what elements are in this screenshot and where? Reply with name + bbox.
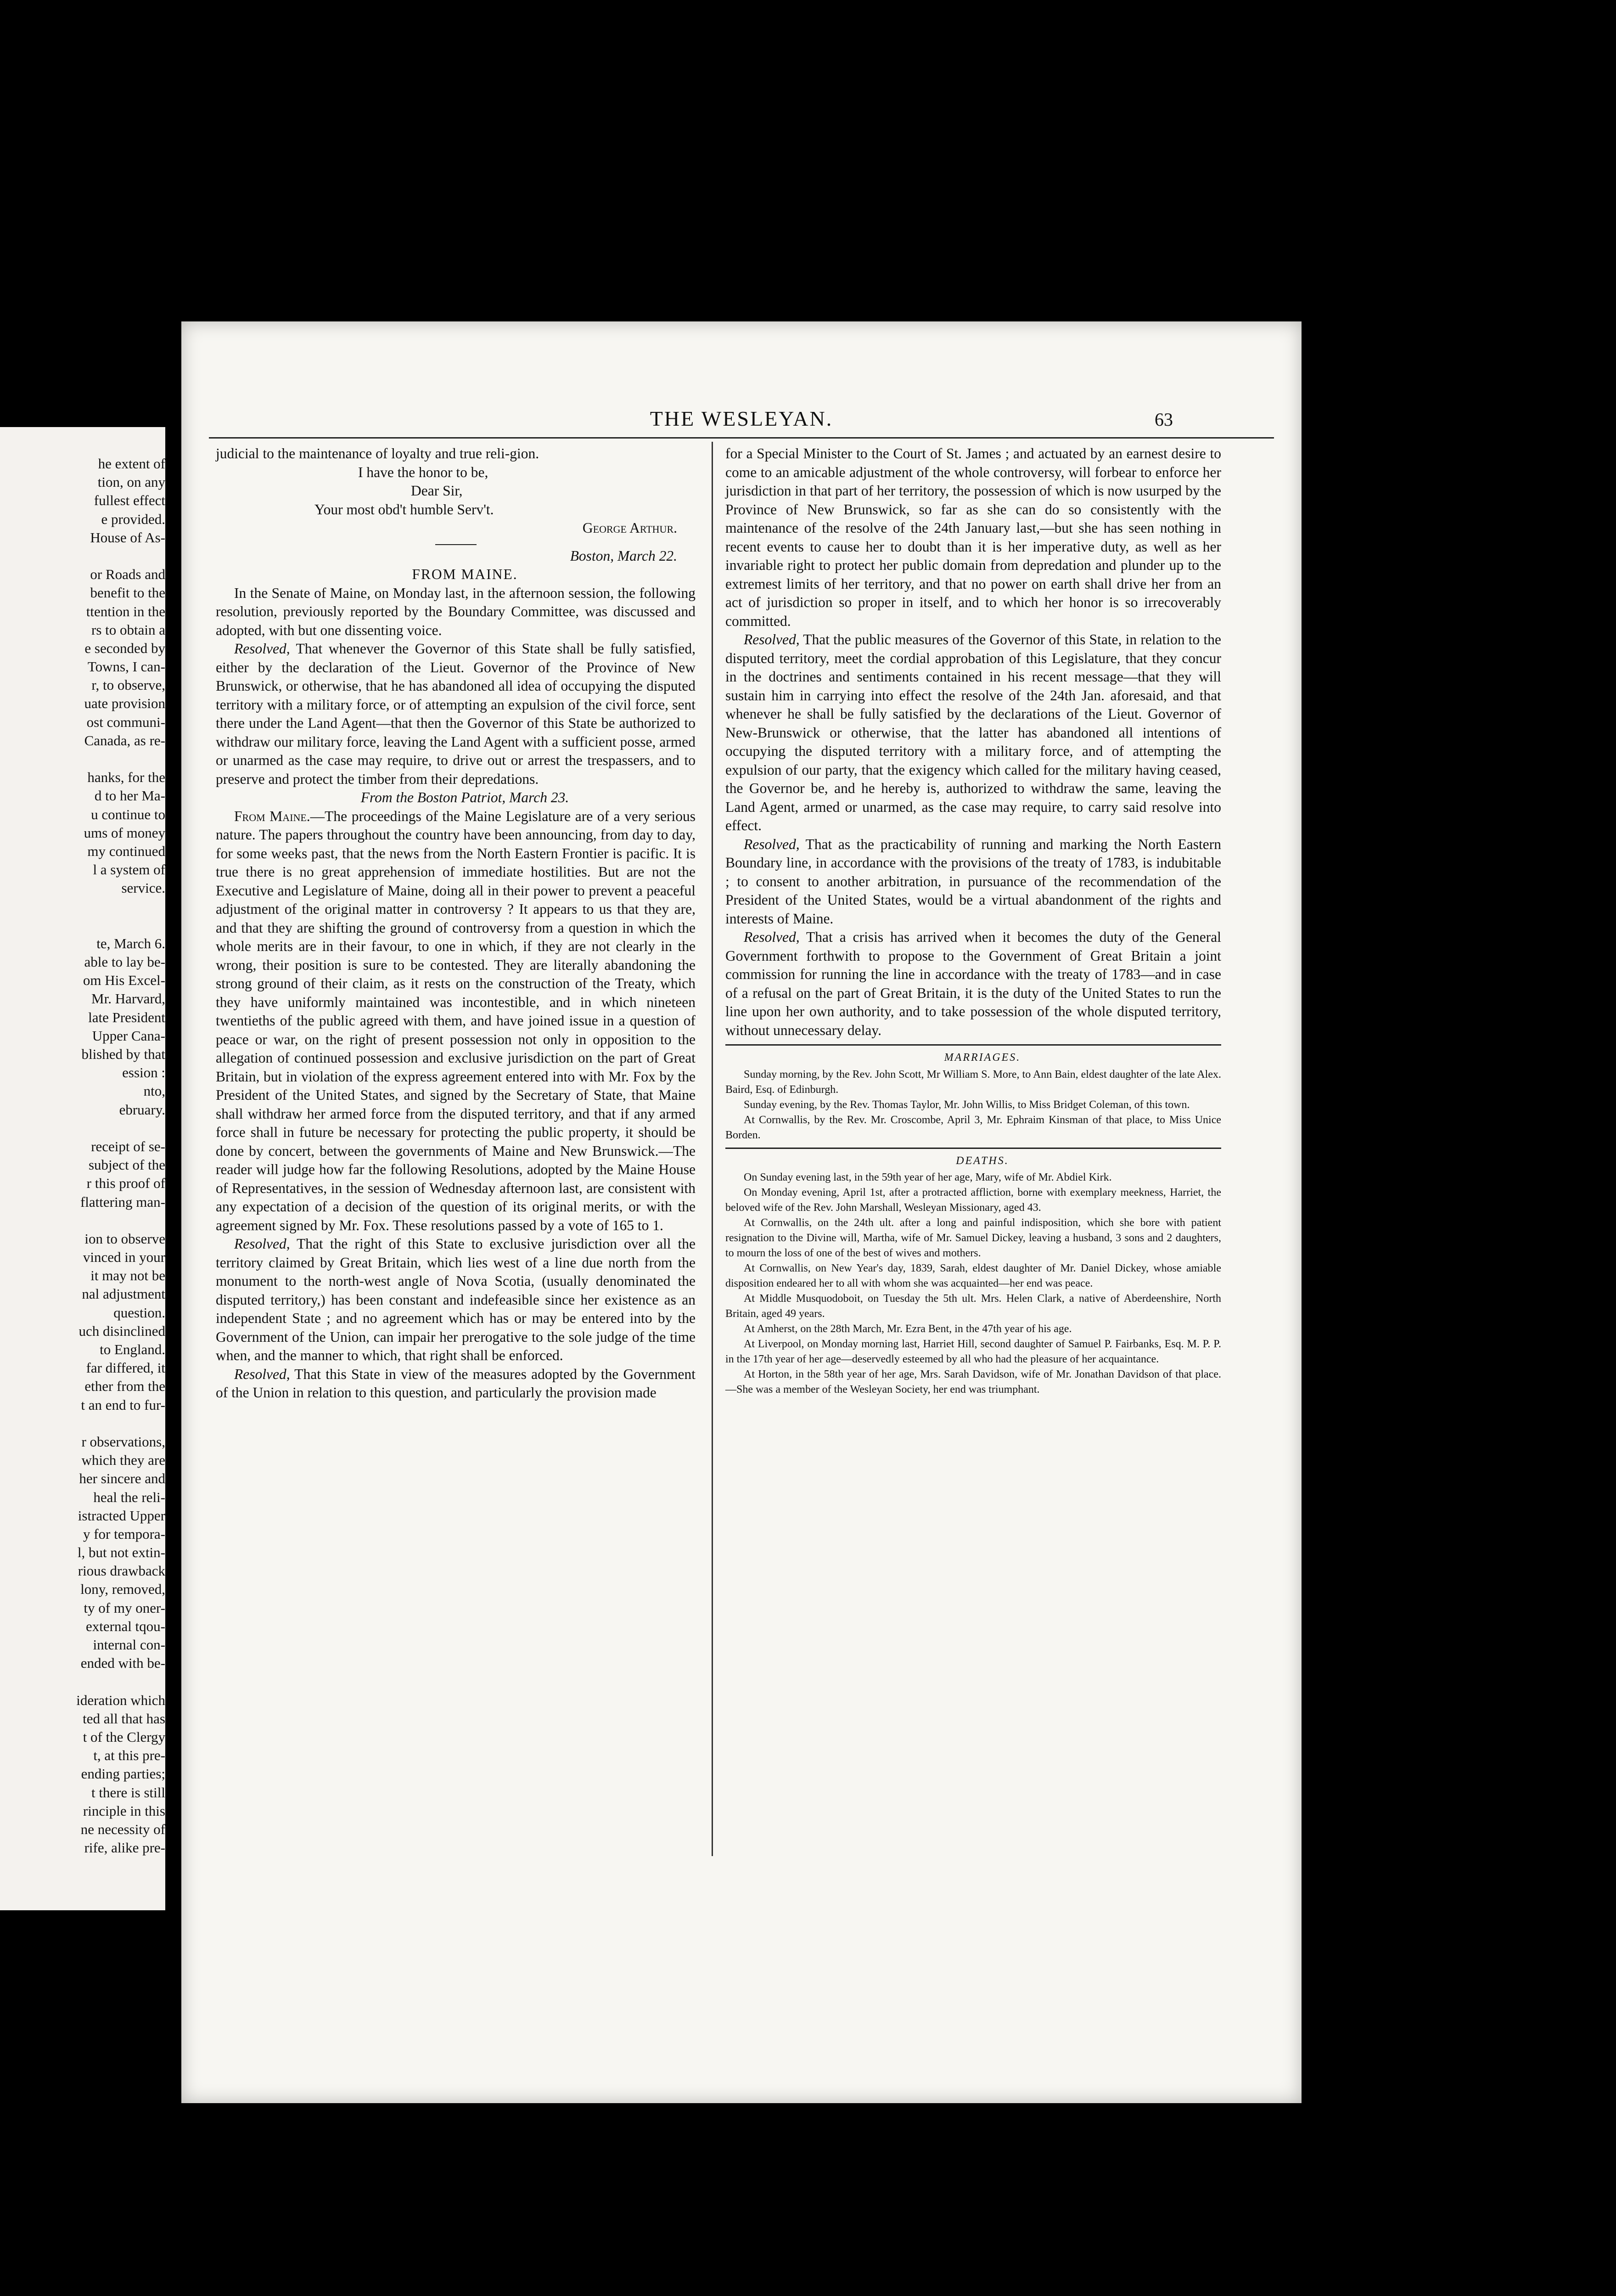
previous-page-line: ending parties; (81, 1766, 165, 1782)
deaths-heading: DEATHS. (956, 1154, 1009, 1167)
column-divider (712, 442, 713, 1856)
source-subhead: From the Boston Patriot, March 23. (360, 789, 569, 805)
signoff-closing: Your most obd't humble Serv't. (314, 501, 494, 518)
article-paragraph: From Maine.—The proceedings of the Maine Legislature are of a very serious nature. The papers throughout the country have been announcing, from day to day, for some weeks past, that the news from the North Eastern Frontier is pacific. It is true there is no great apprehension of immediate hostilities. But are not the Executive and Legislature of Maine, doing all in their power to prevent a peaceful adjustment of the original matter in controversy ? It appears to us that they are, and that they are shifting the ground of controversy from a question in which the whole merits are in their favour, to one in which, if they are not clearly in the wrong, their position is sure to be contested. They are literally abandoning the strong ground of their claim, as it rests on the construction of the Treaty, which they have uniformly maintained was incontestible, and in which nineteen twentieths of the public agreed with them, and have joined issue in a question of peace or war, on the right of present possession not only in opposition to the allegation of continued possession and exclusive jurisdiction on the part of Great Britain, but in violation of the express agreement entered into with Mr. Fox by the President of the United States, and signed by the Secretary of State, that Maine shall withdraw her armed force from the disputed territory, and that if any armed force shall in future be necessary for protecting the public property, it should be done by concert, between the governments of Maine and New Brunswick.—The reader will judge how far the following Resolutions, adopted by the Maine House of Representatives, in the session of Wednesday afternoon last, are consistent with any expectation of a decision of the question of its original merits, or with the agreement signed by Mr. Fox. These resolutions passed by a vote of 165 to 1. (216, 808, 696, 1233)
previous-page-line (0, 1119, 165, 1137)
previous-page-line: my continued (87, 843, 165, 859)
previous-page-line: r observations, (81, 1433, 165, 1450)
list-item: At Horton, in the 58th year of her age, Mrs. Sarah Davidson, wife of Mr. Jonathan Davidson of that place.—She was a member of the Wesleyan Society, her end was triumphant. (725, 1368, 1221, 1396)
previous-page-line: or Roads and (90, 566, 165, 583)
previous-page-line (0, 1672, 165, 1691)
previous-page-line: tion, on any (97, 474, 165, 490)
previous-page-line (0, 916, 165, 934)
previous-page-fragment (0, 427, 165, 1910)
previous-page-line: receipt of se- (91, 1138, 165, 1154)
list-item: Sunday evening, by the Rev. Thomas Taylor, Mr. John Willis, to Miss Bridget Coleman, of this town. (744, 1098, 1190, 1111)
previous-page-line: external tqou- (85, 1618, 165, 1634)
marriages-list (725, 1067, 1221, 1143)
previous-page-line: flattering man- (80, 1193, 165, 1210)
previous-page-line: ession : (122, 1064, 165, 1081)
previous-page-line (0, 898, 165, 916)
article-paragraph: for a Special Minister to the Court of St. James ; and actuated by an earnest desire to come to an amicable adjustment of the whole controversy, will forbear to enforce her jurisdiction in that part of her territory, the possession of which is now usurped by the Province of New Brunswick, so far as she can do so consistently with the maintenance of the resolve of the 24th January last,—but she has seen nothing in recent events to cause her to doubt than it is her imperative duty, as well as her invariable right to protect her public domain from depredation and plunder up to the extremest limits of her territory, and that no power on earth shall drive her from an act of jurisdiction so proper in itself, and to which her honor is so irrecoverably committed. (725, 445, 1221, 629)
previous-page-line: nal adjustment (82, 1286, 165, 1302)
previous-page-line: subject of the (88, 1157, 165, 1173)
previous-page-line: u continue to (91, 806, 165, 822)
resolution-paragraph: Resolved, That whenever the Governor of this State shall be fully satisfied, either by the declaration of the Lieut. Governor of the Province of New Brunswick, or otherwise, that he has abandoned all idea of occupying the disputed territory with a military force, or of attempting an expulsion of the civil force, sent there under the Land Agent—that then the Governor of this State be authorized to withdraw our military force, leaving the Land Agent with a sufficient posse, armed or unarmed as the case may require, to drive out or arrest the trespassers, and to preserve and protect the timber from their depredations. (216, 641, 696, 787)
right-column (725, 445, 1221, 1397)
list-item: At Liverpool, on Monday morning last, Harriet Hill, second daughter of Samuel P. Fairbanks, Esq. M. P. P. in the 17th year of her age—deservedly esteemed by all who had the pleasure of her acquaintance. (725, 1338, 1221, 1365)
previous-page-line: uate provision (84, 695, 165, 712)
page-number: 63 (1155, 409, 1173, 430)
marriages-heading: MARRIAGES. (944, 1052, 1021, 1064)
previous-page-line: her sincere and (79, 1470, 165, 1487)
previous-page-line: ttention in the (86, 603, 165, 619)
section-rule (725, 1148, 1221, 1149)
previous-page-text (0, 455, 165, 1857)
list-item: At Middle Musquodoboit, on Tuesday the 5th ult. Mrs. Helen Clark, a native of Aberdeenshire, North Britain, aged 49 years. (725, 1293, 1221, 1320)
previous-page-line: ether from the (84, 1378, 165, 1395)
previous-page-line: ideration which (76, 1692, 165, 1708)
previous-page-line: ion to observe (84, 1230, 165, 1247)
previous-page-line: l, but not extin- (77, 1544, 165, 1561)
previous-page-line: istracted Upper (78, 1507, 165, 1524)
previous-page-line: which they are (81, 1452, 165, 1469)
previous-page-line: t, at this pre- (93, 1747, 165, 1764)
previous-page-line: service. (121, 880, 165, 896)
previous-page-line: lony, removed, (80, 1581, 165, 1598)
previous-page-line: vinced in your (83, 1249, 165, 1266)
previous-page-line (0, 547, 165, 565)
previous-page-line: rinciple in this (83, 1802, 165, 1819)
previous-page-line: to England. (100, 1341, 165, 1357)
running-title: THE WESLEYAN. (650, 407, 833, 430)
resolution-paragraph: Resolved, That a crisis has arrived when it becomes the duty of the General Government forthwith to propose to the Government of Great Britain a joint commission for running the line in accordance with the treaty of 1783—and in case of a refusal on the part of Great Britain, it is the duty of the United States to run the line upon her own authority, and to take possession of the whole disputed territory, without unnecessary delay. (725, 929, 1221, 1038)
list-item: At Cornwallis, on New Year's day, 1839, Sarah, eldest daughter of Mr. Daniel Dickey, whose amiable disposition endeared her to all with whom she was acquainted—her end was peace. (725, 1262, 1221, 1289)
previous-page-line: r this proof of (86, 1175, 165, 1192)
previous-page-line: able to lay be- (84, 954, 165, 970)
article-paragraph: In the Senate of Maine, on Monday last, in the afternoon session, the following resolution, previously reported by the Boundary Committee, was discussed and adopted, with but one dissenting voice. (216, 585, 696, 638)
previous-page-line: rious drawback (78, 1563, 165, 1579)
previous-page-line: d to her Ma- (94, 788, 165, 804)
separator-rule (435, 544, 477, 545)
previous-page-line: ended with be- (80, 1655, 165, 1671)
previous-page-line: benefit to the (90, 585, 165, 601)
previous-page-line: heal the reli- (93, 1489, 165, 1505)
resolution-paragraph: Resolved, That the public measures of the Governor of this State, in relation to the disputed territory, meet the cordial approbation of this Legislature, that they concur in the doctrines and sentiments contained in his recent message—that they will sustain him in carrying into effect the resolve of the 24th Jan. aforesaid, and that whenever he shall be fully satisfied by the declarations of the Lieut. Governor of New-Brunswick or otherwise, that the latter has abandoned all intentions of occupying the disputed territory with a military force, and of attempting the expulsion of our party, that the exigency which called for the military having ceased, the Governor be, and he hereby is, authorized to withdraw the same, leaving the Land Agent, armed or unarmed, as the case may require, to carry said resolve into effect. (725, 631, 1221, 833)
resolution-paragraph: Resolved, That this State in view of the measures adopted by the Government of the Union in relation to this question, and particularly the provision made (216, 1366, 696, 1401)
previous-page-line: ted all that has (83, 1710, 165, 1727)
previous-page-line: rs to obtain a (91, 621, 165, 638)
previous-page-line: t of the Clergy (83, 1728, 165, 1745)
previous-page-line: hanks, for the (87, 769, 165, 786)
previous-page-line: t an end to fur- (81, 1396, 165, 1413)
signoff-name: George Arthur. (582, 520, 677, 536)
previous-page-line: internal con- (93, 1637, 165, 1653)
previous-page-line: nto, (143, 1083, 165, 1099)
newspaper-page (181, 321, 1302, 2103)
previous-page-line: r, to observe, (91, 677, 165, 693)
previous-page-line: om His Excel- (83, 972, 165, 989)
header-rule (209, 437, 1274, 439)
previous-page-line: uch disinclined (79, 1322, 165, 1339)
dateline: Boston, March 22. (570, 547, 677, 564)
previous-page-line: blished by that (81, 1046, 165, 1062)
previous-page-line: he extent of (98, 456, 165, 472)
previous-page-line: e provided. (101, 511, 165, 527)
previous-page-line: ne necessity of (80, 1821, 165, 1837)
previous-page-line: t there is still (91, 1784, 165, 1801)
previous-page-line: ebruary. (119, 1101, 165, 1118)
resolution-paragraph: Resolved, That the right of this State to exclusive jurisdiction over all the territory claimed by Great Britain, which lies west of a line due north from the monument to the north-west angle of Nova Scotia, (usually denominated the disputed territory,) has been constant and indefeasible since her existence as an independent State ; and no agreement which has or may be entered into by the Government of the Union, can impair her prerogative to the sole judge of the time when, and the manner to which, that right shall be enforced. (216, 1236, 696, 1363)
previous-page-line: rife, alike pre- (84, 1840, 165, 1856)
previous-page-line (0, 750, 165, 768)
previous-page-line: House of As- (90, 529, 165, 546)
list-item: On Sunday evening last, in the 59th year of her age, Mary, wife of Mr. Abdiel Kirk. (744, 1171, 1112, 1183)
previous-page-line: Upper Cana- (92, 1027, 165, 1044)
section-heading: FROM MAINE. (412, 566, 518, 582)
signoff-line: I have the honor to be, (358, 464, 488, 480)
list-item: On Monday evening, April 1st, after a protracted affliction, borne with exemplary meekness, Harriet, the beloved wife of the Rev. John Marshall, Wesleyan Missionary, aged 43. (725, 1187, 1221, 1214)
previous-page-line: l a system of (93, 861, 165, 878)
resolution-paragraph: Resolved, That as the practicability of running and marking the North Eastern Boundary line, in accordance with the provisions of the treaty of 1783, is indubitable ; to consent to another arbitration, in pursuance of the recommendation of the President of the United States, would be a virtual abandonment of the rights and interests of Maine. (725, 836, 1221, 927)
list-item: At Cornwallis, on the 24th ult. after a long and painful indisposition, which she bore with patient resignation to the Divine will, Martha, wife of Mr. Samuel Dickey, leaving a husband, 3 sons and 2 daughters, to mourn the loss of one of the best of wives and mothers. (725, 1217, 1221, 1259)
signoff-salutation: Dear Sir, (411, 483, 463, 499)
section-rule (725, 1044, 1221, 1046)
previous-page-line: fullest effect (94, 492, 165, 509)
previous-page-line: ty of my oner- (84, 1599, 165, 1616)
left-column (216, 445, 696, 1402)
previous-page-line: ost communi- (86, 714, 165, 730)
list-item: Sunday morning, by the Rev. John Scott, Mr William S. More, to Ann Bain, eldest daughter of the late Alex. Baird, Esq. of Edinburgh. (725, 1068, 1221, 1096)
previous-page-line: te, March 6. (96, 935, 165, 951)
previous-page-line: y for tempora- (83, 1525, 165, 1542)
intro-paragraph: judicial to the maintenance of loyalty and true reli-gion. (216, 445, 539, 461)
previous-page-line: Towns, I can- (87, 658, 165, 675)
previous-page-line (0, 1414, 165, 1433)
previous-page-line: ums of money (84, 824, 165, 841)
previous-page-line: Mr. Harvard, (91, 990, 165, 1007)
deaths-list (725, 1170, 1221, 1397)
previous-page-line: far differed, it (86, 1360, 165, 1376)
previous-page-line (0, 1211, 165, 1230)
previous-page-line: late President (88, 1009, 165, 1025)
list-item: At Amherst, on the 28th March, Mr. Ezra Bent, in the 47th year of his age. (744, 1323, 1072, 1335)
previous-page-line: Canada, as re- (84, 732, 165, 748)
previous-page-line: e seconded by (84, 640, 165, 656)
list-item: At Cornwallis, by the Rev. Mr. Croscombe, April 3, Mr. Ephraim Kinsman of that place, to Miss Unice Borden. (725, 1114, 1221, 1141)
previous-page-line: question. (113, 1304, 165, 1321)
previous-page-line: it may not be (90, 1267, 165, 1284)
